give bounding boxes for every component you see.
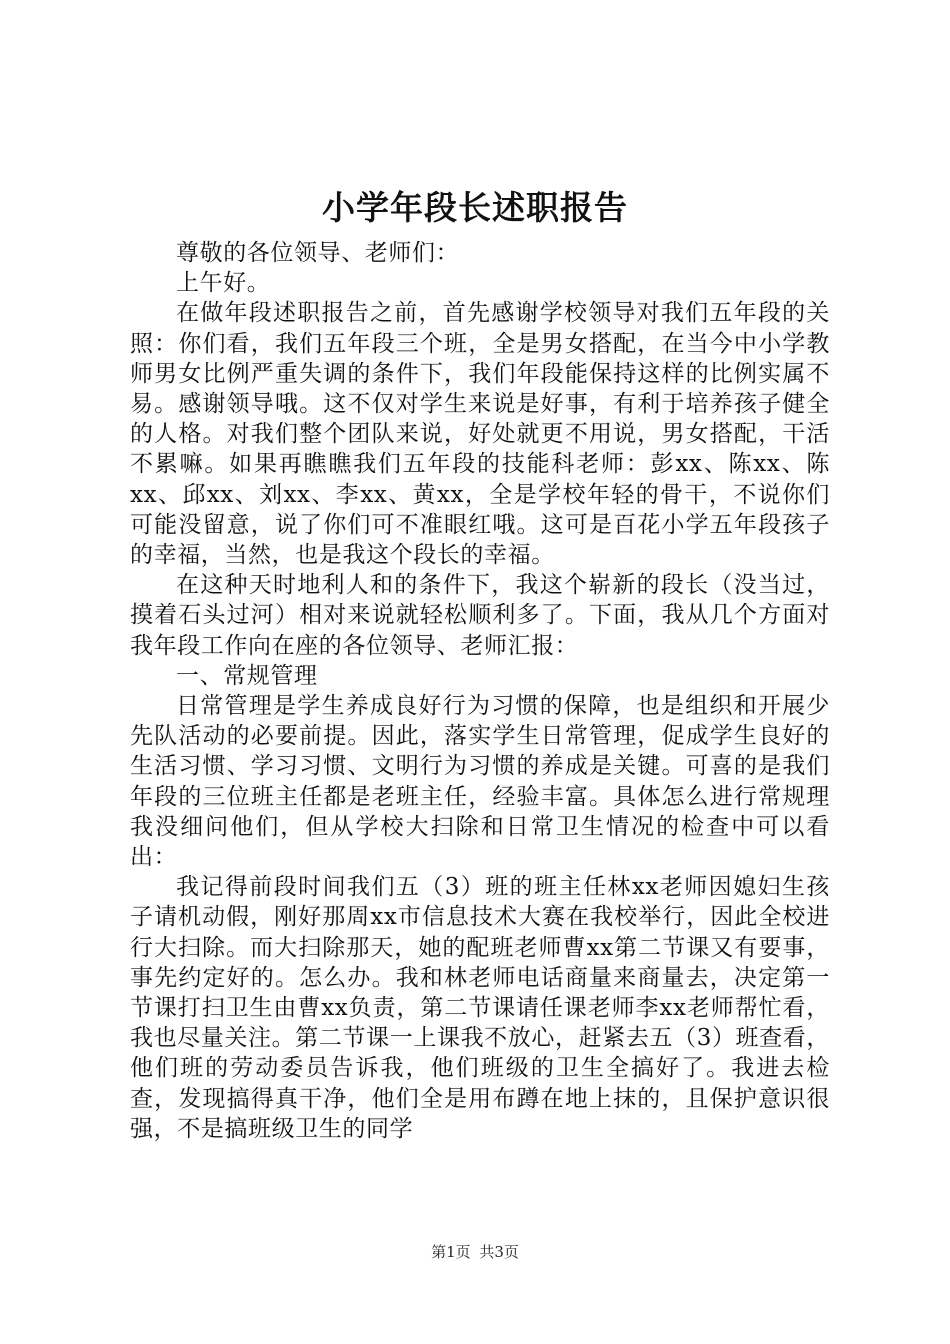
paragraph: 日常管理是学生养成良好行为习惯的保障，也是组织和开展少先队活动的必要前提。因此，落实学生日常管理，促成学生良好的生活习惯、学习习惯、文明行为习惯的养成是关键。可喜的是我们年段的三位班主任都是老班主任，经验丰富。具体怎么进行常规理我没细问他们，但从学校大扫除和日常卫生情况的检查中可以看出： — [130, 693, 830, 871]
section-heading: 一、常规管理 — [176, 662, 318, 689]
paragraph: 在做年段述职报告之前，首先感谢学校领导对我们五年段的关照：你们看，我们五年段三个班，全是男女搭配，在当今中小学教师男女比例严重失调的条件下，我们年段能保持这样的比例实属不易。感谢领导哦。这不仅对学生来说是好事，有利于培养孩子健全的人格。对我们整个团队来说，好处就更不用说，男女搭配，干活不累嘛。如果再瞧瞧我们五年段的技能科老师：彭xx、陈xx、陈xx、邱xx、刘xx、李xx、黄xx，全是学校年轻的骨干，不说你们可能没留意，说了你们可不准眼红哦。这可是百花小学五年段孩子的幸福，当然，也是我这个段长的幸福。 — [130, 300, 830, 569]
paragraph: 在这种天时地利人和的条件下，我这个崭新的段长（没当过，摸着石头过河）相对来说就轻松顺利多了。下面，我从几个方面对我年段工作向在座的各位领导、老师汇报： — [130, 572, 830, 659]
greeting: 上午好。 — [176, 270, 271, 297]
page-footer — [0, 1242, 950, 1262]
document-title: 小学年段长述职报告 — [322, 188, 628, 227]
document-body — [130, 238, 830, 1144]
total-pages: 共3页 — [479, 1243, 519, 1261]
paragraph: 我记得前段时间我们五（3）班的班主任林xx老师因媳妇生孩子请机动假，刚好那周xx市信息技术大赛在我校举行，因此全校进行大扫除。而大扫除那天，她的配班老师曹xx第二节课又有要事，事先约定好的。怎么办。我和林老师电话商量来商量去，决定第一节课打扫卫生由曹xx负责，第二节课请任课老师李xx老师帮忙看，我也尽量关注。第二节课一上课我不放心，赶紧去五（3）班查看，他们班的劳动委员告诉我，他们班级的卫生全搞好了。我进去检查，发现搞得真干净，他们全是用布蹲在地上抹的，且保护意识很强，不是搞班级卫生的同学 — [130, 874, 830, 1142]
page-number: 第1页 — [431, 1243, 471, 1261]
salutation: 尊敬的各位领导、老师们： — [176, 240, 460, 266]
